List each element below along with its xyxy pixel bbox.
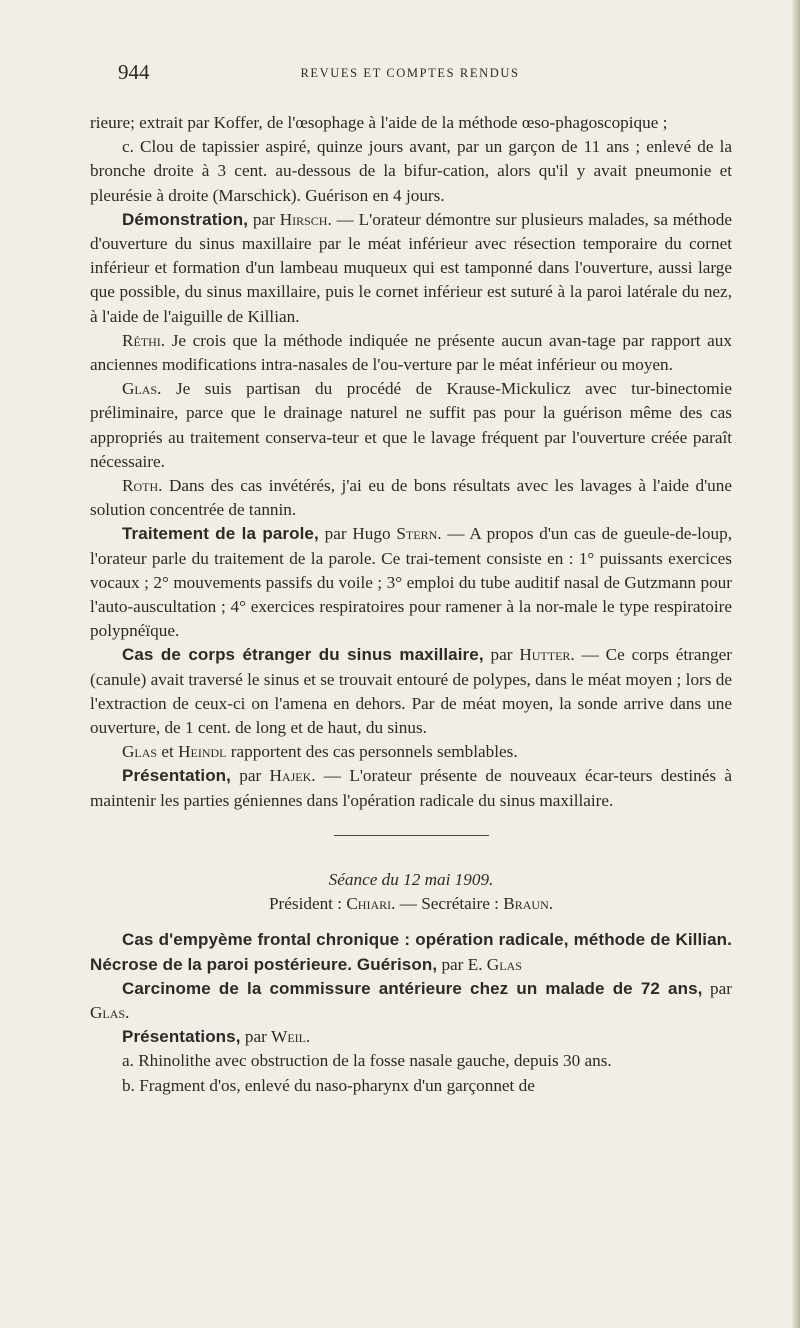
paragraph-rethi: Réthi. Je crois que la méthode indiquée ne présente aucun avan-tage par rapport aux anciennes modifications intra-nasales de l'ou-verture par le méat inférieur ou moyen. bbox=[90, 330, 732, 375]
paragraph-glas-heindl: Glas et Heindl rapportent des cas personnels semblables. bbox=[122, 742, 518, 762]
speaker-name: Roth bbox=[122, 476, 159, 496]
paragraph-continuation: rieure; extrait par Koffer, de l'œsophage à l'aide de la méthode œso-phagoscopique ; bbox=[90, 113, 668, 132]
paragraph-carcinome: Carcinome de la commissure antérieure chez un malade de 72 ans, par Glas. bbox=[90, 978, 732, 1022]
section-heading: Cas de corps étranger du sinus maxillaire, bbox=[122, 645, 484, 665]
section-heading: Démonstration, bbox=[122, 209, 249, 229]
paragraph-presentations-weil: Présentations, par Weil. bbox=[122, 1027, 311, 1047]
paragraph-roth: Roth. Dans des cas invétérés, j'ai eu de bons résultats avec les lavages à l'aide d'une solution concentrée de tannin. bbox=[90, 476, 732, 520]
paragraph-demonstration: Démonstration, par Hirsch. — L'orateur démontre sur plusieurs malades, sa méthode d'ouverture du sinus maxillaire par le méat inférieur avec résection temporaire du cornet inférieur et formation d'un lambeau muqueux qui est tamponné dans l'ouverture, aussi large que possible, du sinus maxillaire, puis le cornet inférieur est suturé à la paroi latérale du nez, à l'aide de l'aiguille de Killian. bbox=[90, 209, 732, 326]
paragraph-rhinolithe: a. Rhinolithe avec obstruction de la fosse nasale gauche, depuis 30 ans. bbox=[122, 1051, 612, 1071]
section-heading: Carcinome de la commissure antérieure chez un malade de 72 ans, bbox=[122, 978, 703, 998]
page-header bbox=[90, 60, 730, 88]
speaker-name: Heindl bbox=[178, 742, 227, 762]
section-heading: Cas d'empyème frontal chronique : opération radicale, méthode de Killian. Nécrose de la paroi postérieure. Guérison, bbox=[90, 930, 732, 974]
section-divider bbox=[334, 835, 489, 836]
author-name: Glas bbox=[90, 1002, 126, 1022]
paragraph-case-c: c. Clou de tapissier aspiré, quinze jours avant, par un garçon de 11 ans ; enlevé de la bronche droite à 3 cent. au-dessous de la bifur-cation, alors qu'il y avait pneumonie et pleurésie à droite (Marschick). Guérison en 4 jours. bbox=[90, 137, 732, 205]
president-name: Chiari bbox=[346, 894, 392, 914]
page-edge-shadow bbox=[791, 0, 800, 1328]
author-name: Hutter bbox=[519, 645, 571, 665]
author-name: Stern bbox=[396, 524, 438, 544]
speaker-name: Glas bbox=[122, 379, 158, 399]
author-name: Glas bbox=[486, 954, 522, 974]
paragraph-traitement-parole: Traitement de la parole, par Hugo Stern. — A propos d'un cas de gueule-de-loup, l'orateur parle du traitement de la parole. Ce trai-tement consiste en : 1° puissants exercices vocaux ; 2° mouvements passifs du voile ; 3° emploi du tube auditif nasal de Gutzmann pour l'auto-auscultation ; 4° exercices respiratoires pour ramener à la nor-male le type respiratoire polypnéïque. bbox=[90, 524, 733, 641]
speaker-name: Réthi bbox=[122, 330, 161, 350]
section-heading: Traitement de la parole, bbox=[122, 524, 319, 544]
page-number: 944 bbox=[118, 60, 150, 84]
paragraph-corps-etranger: Cas de corps étranger du sinus maxillaire, par Hutter. — Ce corps étranger (canule) avait traversé le sinus et se trouvait entouré de polypes, dans le méat moyen ; lors de l'extraction de ceux-ci on l'amena en dehors. Par de méat moyen, la sonde arrive dans une ouverture, de 1 cent. de long et de haut, du sinus. bbox=[90, 645, 732, 738]
paragraph-presentation-hajek: Présentation, par Hajek. — L'orateur présente de nouveaux écar-teurs destinés à maintenir les parties géniennes dans l'opération radicale du sinus maxillaire. bbox=[90, 766, 732, 810]
section-heading: Présentations, bbox=[122, 1027, 241, 1047]
paragraph-glas: Glas. Je suis partisan du procédé de Krause-Mickulicz avec tur-binectomie préliminaire, parce que le drainage naturel ne suffit pas pour la guérison même des cas appropriés au traitement conserva-teur et que le lavage fréquent par l'ouverture créée paraît nécessaire. bbox=[90, 379, 732, 471]
paragraph-fragment-os: b. Fragment d'os, enlevé du naso-pharynx d'un garçonnet de bbox=[122, 1075, 535, 1095]
session-officers: Président : Chiari. — Secrétaire : Braun. bbox=[268, 894, 554, 914]
speaker-name: Glas bbox=[122, 742, 158, 762]
author-name: Weil bbox=[271, 1027, 306, 1047]
author-name: Hirsch bbox=[279, 209, 328, 229]
running-title: REVUES ET COMPTES RENDUS bbox=[300, 66, 520, 80]
body-text bbox=[90, 111, 732, 1098]
section-heading: Présentation, bbox=[122, 766, 231, 786]
session-title: Séance du 12 mai 1909. bbox=[328, 869, 494, 889]
secretary-name: Braun bbox=[503, 894, 549, 914]
author-name: Hajek bbox=[269, 766, 312, 786]
paragraph-empyeme-frontal: Cas d'empyème frontal chronique : opération radicale, méthode de Killian. Nécrose de la paroi postérieure. Guérison, par E. Glas bbox=[90, 930, 732, 974]
